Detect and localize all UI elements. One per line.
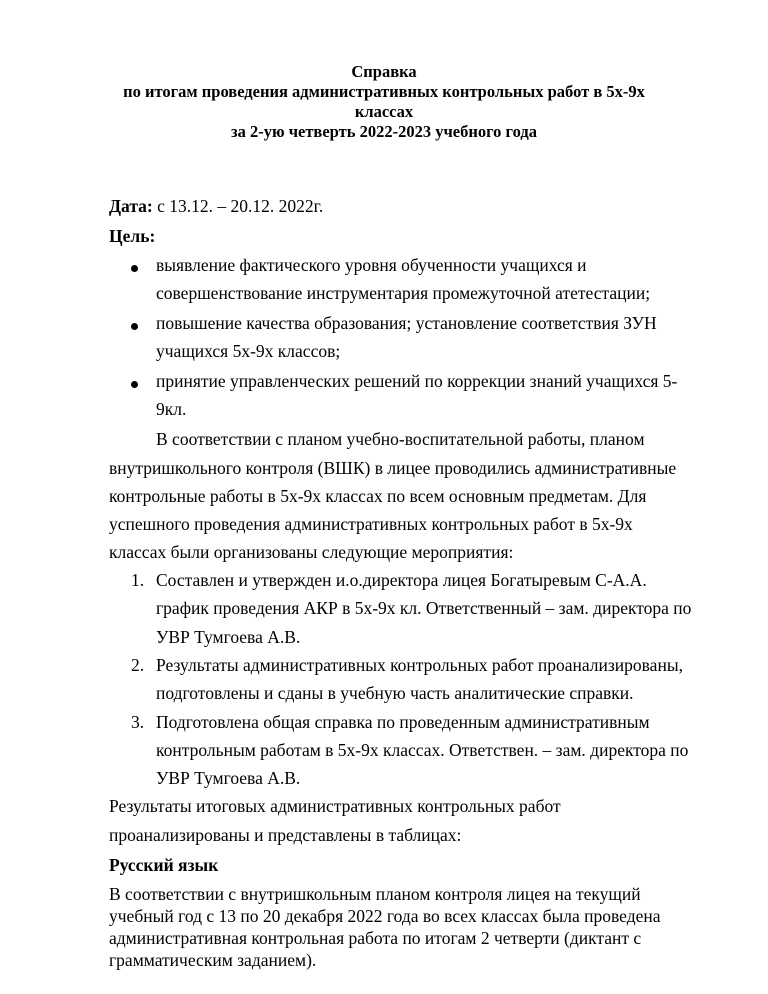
title-line-1: Справка <box>351 62 417 81</box>
goal-3-line-1: принятие управленческих решений по коррекции знаний учащихся 5- <box>156 371 678 391</box>
intro-line-3: контрольные работы в 5х-9х классах по всем основным предметам. Для <box>109 486 647 506</box>
goal-1-line-2: совершенствование инструментария промежуточной атетестации; <box>156 283 651 303</box>
title-line-4: за 2-ую четверть 2022-2023 учебного года <box>230 122 538 141</box>
intro-line-2: внутришкольного контроля (ВШК) в лицее проводились административные <box>109 458 677 478</box>
bullet-icon <box>131 265 138 272</box>
step-2-number: 2. <box>131 655 145 675</box>
step-2-line-2: подготовлены и сданы в учебную часть аналитические справки. <box>156 683 634 703</box>
title-line-2: по итогам проведения административных контрольных работ в 5х-9х <box>123 82 645 101</box>
step-3-line-2: контрольным работам в 5х-9х классах. Ответствен. – зам. директора по <box>156 740 689 760</box>
step-3-line-1: Подготовлена общая справка по проведенным административным <box>156 712 650 732</box>
goal-2-line-1: повышение качества образования; установление соответствия ЗУН <box>156 313 657 333</box>
title-line-3: классах <box>354 102 414 121</box>
bullet-icon <box>131 381 138 388</box>
goal-label: Цель: <box>109 226 156 246</box>
section-title: Русский язык <box>109 855 219 875</box>
step-1-number: 1. <box>131 570 145 590</box>
goal-2-line-2: учащихся 5х-9х классов; <box>156 341 341 361</box>
document-title <box>0 62 768 142</box>
results-line-1: Результаты итоговых административных контрольных работ <box>109 796 561 816</box>
section-line-3: административная контрольная работа по итогам 2 четверти (диктант с <box>109 928 642 948</box>
step-3-line-3: УВР Тумгоева А.В. <box>156 768 301 788</box>
date-line <box>109 196 323 216</box>
step-2-line-1: Результаты административных контрольных работ проанализированы, <box>156 655 683 675</box>
date-label: Дата: <box>109 196 153 216</box>
section-line-2: учебный год с 13 по 20 декабря 2022 года во всех классах была проведена <box>109 906 661 926</box>
section-line-4: грамматическим заданием). <box>109 950 317 970</box>
intro-line-1: В соответствии с планом учебно-воспитательной работы, планом <box>156 429 645 449</box>
goal-1-line-1: выявление фактического уровня обученности учащихся и <box>156 255 587 275</box>
step-1-line-3: УВР Тумгоева А.В. <box>156 627 301 647</box>
step-3-number: 3. <box>131 712 145 732</box>
step-1-line-2: график проведения АКР в 5х-9х кл. Ответственный – зам. директора по <box>156 598 692 618</box>
intro-line-5: классах были организованы следующие мероприятия: <box>109 542 514 562</box>
step-1-line-1: Составлен и утвержден и.о.директора лицея Богатыревым С-А.А. <box>156 570 647 590</box>
bullet-icon <box>131 323 138 330</box>
goal-3-line-2: 9кл. <box>156 399 187 419</box>
results-line-2: проанализированы и представлены в таблицах: <box>109 825 462 845</box>
intro-line-4: успешного проведения административных контрольных работ в 5х-9х <box>109 514 633 534</box>
date-value: с 13.12. – 20.12. 2022г. <box>152 196 324 216</box>
section-line-1 <box>109 884 713 904</box>
section-text-1: В соответствии с внутришкольным планом контроля лицея на текущий <box>109 884 641 904</box>
